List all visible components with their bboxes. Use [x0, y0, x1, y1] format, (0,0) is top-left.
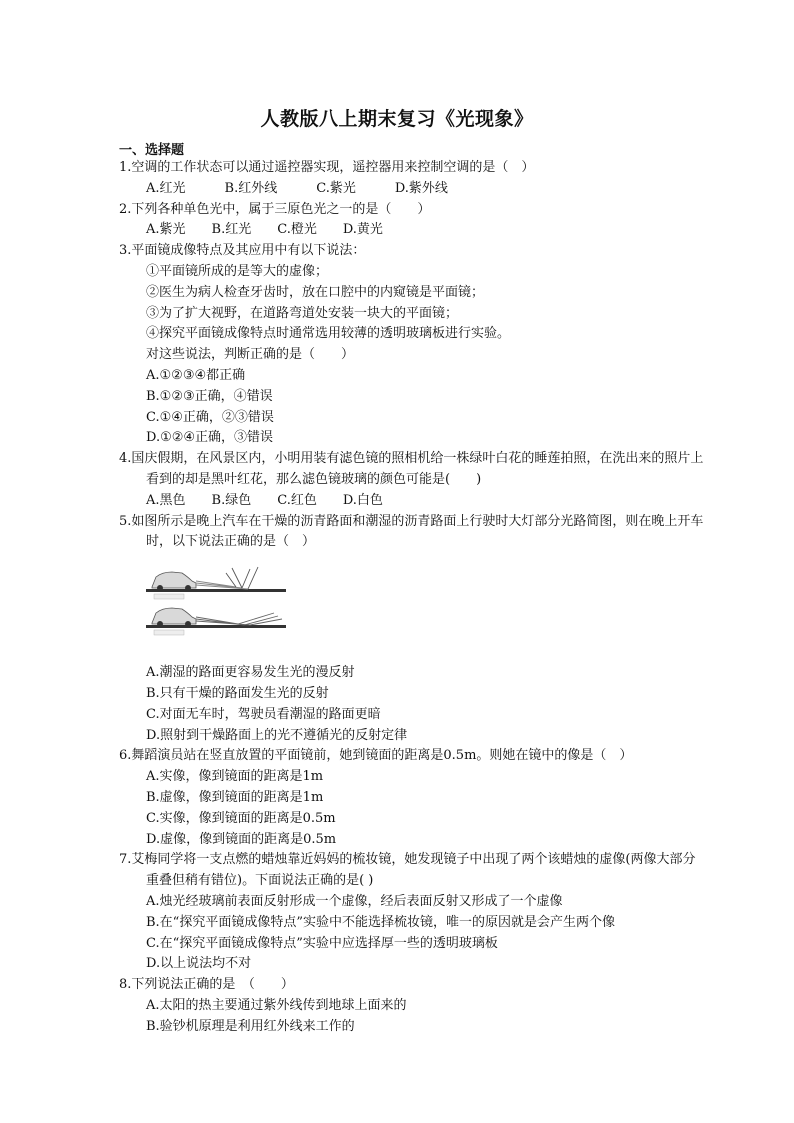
question-stem: 7.艾梅同学将一支点燃的蜡烛靠近妈妈的梳妆镜，她发现镜子中出现了两个该蜡烛的虚像(两像大部分重叠但稍有错位)。下面说法正确的是( ) — [119, 852, 696, 889]
options-line: A.紫光 B.红光 C.橙光 D.黄光 — [146, 222, 383, 238]
option-b: B.①②③正确，④错误 — [146, 388, 273, 404]
question-stem: 3.平面镜成像特点及其应用中有以下说法： — [119, 243, 366, 259]
diffuse-reflection-rays — [226, 567, 258, 589]
wet-road-label-box — [154, 630, 184, 635]
option-a: A.实像，像到镜面的距离是1m — [146, 769, 324, 785]
option-b: B.只有干燥的路面发生光的反射 — [146, 685, 329, 701]
headlight-diagram — [146, 563, 406, 645]
question-stem: 5.如图所示是晚上汽车在干燥的沥青路面和潮湿的沥青路面上行驶时大灯部分光路简图，则在晚上开车时，以下说法正确的是（ ） — [119, 513, 704, 550]
section-heading: 一、选择题 — [119, 143, 185, 158]
question-2 — [119, 200, 704, 242]
question-stem: 6.舞蹈演员站在竖直放置的平面镜前，她到镜面的距离是0.5m。则她在镜中的像是（ ） — [119, 748, 633, 764]
option-c: C.对面无车时，驾驶员看潮湿的路面更暗 — [146, 706, 381, 722]
dry-road-scene — [146, 567, 286, 599]
option-a: A.太阳的热主要通过紫外线传到地球上面来的 — [146, 997, 407, 1013]
question-3 — [119, 241, 704, 449]
question-4 — [119, 449, 704, 511]
statement: ②医生为病人检查牙齿时，放在口腔中的内窥镜是平面镜； — [146, 284, 485, 300]
wet-road-scene — [146, 608, 286, 635]
question-stem: 8.下列说法正确的是 （ ） — [119, 977, 294, 993]
statement: ③为了扩大视野，在道路弯道处安装一块大的平面镜； — [146, 305, 459, 321]
question-list — [119, 158, 704, 1037]
option-c: C.实像，像到镜面的距离是0.5m — [146, 810, 336, 826]
option-b: B.在“探究平面镜成像特点”实验中不能选择梳妆镜，唯一的原因就是会产生两个像 — [146, 914, 615, 930]
question-7 — [119, 850, 704, 975]
wet-road-surface — [146, 625, 286, 628]
option-d: D.以上说法均不对 — [146, 956, 252, 972]
wheel-icon — [157, 585, 163, 591]
option-c: C.在“探究平面镜成像特点”实验中应选择厚一些的透明玻璃板 — [146, 935, 498, 951]
wheel-icon — [157, 621, 163, 627]
option-d: D.照射到干燥路面上的光不遵循光的反射定律 — [146, 727, 408, 743]
question-6 — [119, 746, 704, 850]
question-5 — [119, 512, 704, 747]
question-8 — [119, 975, 704, 1037]
option-a: A.潮湿的路面更容易发生光的漫反射 — [146, 665, 355, 681]
sub-stem: 对这些说法，判断正确的是（ ） — [146, 347, 355, 363]
option-b: B.虚像，像到镜面的距离是1m — [146, 789, 324, 805]
option-a: A.①②③④都正确 — [146, 367, 246, 383]
options-line: A.红光 B.红外线 C.紫光 D.紫外线 — [146, 180, 448, 196]
statement: ①平面镜所成的是等大的虚像； — [146, 263, 329, 279]
dry-road-surface — [146, 589, 286, 592]
page-title: 人教版八上期末复习《光现象》 — [260, 108, 534, 130]
options-line: A.黑色 B.绿色 C.红色 D.白色 — [146, 492, 383, 508]
specular-reflection-rays — [196, 613, 282, 625]
question-stem: 4.国庆假期，在风景区内，小明用装有滤色镜的照相机给一株绿叶白花的睡莲拍照，在洗出来的照片上看到的却是黑叶红花，那么滤色镜玻璃的颜色可能是( ) — [119, 451, 704, 487]
wheel-icon — [185, 621, 191, 627]
wheel-icon — [185, 585, 191, 591]
option-d: D.①②④正确，③错误 — [146, 430, 274, 446]
option-c: C.①④正确，②③错误 — [146, 409, 274, 425]
question-stem: 2.下列各种单色光中，属于三原色光之一的是（ ） — [119, 201, 431, 217]
question-stem: 1.空调的工作状态可以通过遥控器实现，遥控器用来控制空调的是（ ） — [119, 160, 535, 175]
question-1 — [119, 158, 704, 200]
option-d: D.虚像，像到镜面的距离是0.5m — [146, 831, 337, 847]
statement: ④探究平面镜成像特点时通常选用较薄的透明玻璃板进行实验。 — [146, 326, 511, 342]
dry-road-label-box — [154, 594, 184, 599]
light-path-figure — [146, 563, 406, 645]
option-b: B.验钞机原理是利用红外线来工作的 — [146, 1018, 355, 1034]
option-a: A.烛光经玻璃前表面反射形成一个虚像，经后表面反射又形成了一个虚像 — [146, 893, 563, 909]
